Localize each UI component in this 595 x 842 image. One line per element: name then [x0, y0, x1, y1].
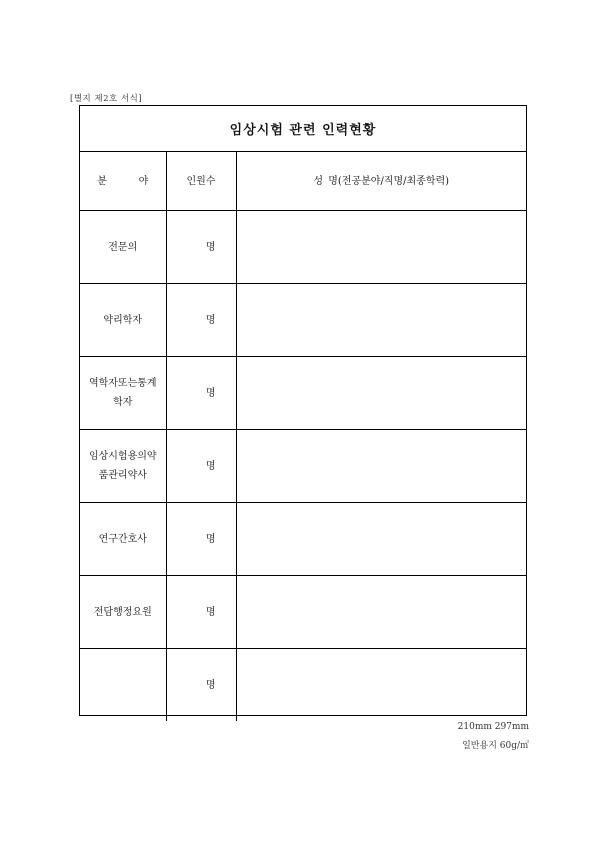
- row-count-field[interactable]: 명: [166, 211, 236, 284]
- row-count-field[interactable]: 명: [166, 649, 236, 722]
- table-row: [80, 357, 526, 430]
- paper-size-note: 210mm 297mm: [457, 722, 529, 732]
- table-row: [80, 284, 526, 357]
- header-count: 인원수: [166, 152, 236, 211]
- row-names-field[interactable]: [236, 430, 526, 503]
- header-name: 성 명(전공분야/직명/최종학력): [236, 152, 526, 211]
- row-field-label: 전담행정요원: [80, 576, 166, 649]
- row-names-field[interactable]: [236, 503, 526, 576]
- row-names-field[interactable]: [236, 284, 526, 357]
- row-field-label: 역학자또는통계 학자: [80, 357, 166, 430]
- row-names-field[interactable]: [236, 211, 526, 284]
- row-count-field[interactable]: 명: [166, 503, 236, 576]
- table-row: [80, 211, 526, 284]
- row-field-label[interactable]: [80, 649, 166, 722]
- table-row: [80, 503, 526, 576]
- table-row: [80, 430, 526, 503]
- paper-type-note: 일반용지 60g/㎡: [462, 741, 529, 751]
- header-field: 분 야: [80, 152, 166, 211]
- row-field-label: 약리학자: [80, 284, 166, 357]
- row-field-label: 임상시험용의약 품관리약사: [80, 430, 166, 503]
- table-header-row: [80, 152, 526, 211]
- row-count-field[interactable]: 명: [166, 284, 236, 357]
- table-row: [80, 576, 526, 649]
- staff-status-form: [79, 105, 527, 716]
- row-field-label: 연구간호사: [80, 503, 166, 576]
- staff-table: [80, 152, 526, 721]
- form-number-label: [별지 제2호 서식]: [70, 94, 143, 104]
- row-count-field[interactable]: 명: [166, 357, 236, 430]
- table-row: [80, 649, 526, 722]
- row-count-field[interactable]: 명: [166, 430, 236, 503]
- row-names-field[interactable]: [236, 357, 526, 430]
- row-field-label: 전문의: [80, 211, 166, 284]
- row-count-field[interactable]: 명: [166, 576, 236, 649]
- form-title: 임상시험 관련 인력현황: [80, 106, 526, 152]
- row-names-field[interactable]: [236, 649, 526, 722]
- row-names-field[interactable]: [236, 576, 526, 649]
